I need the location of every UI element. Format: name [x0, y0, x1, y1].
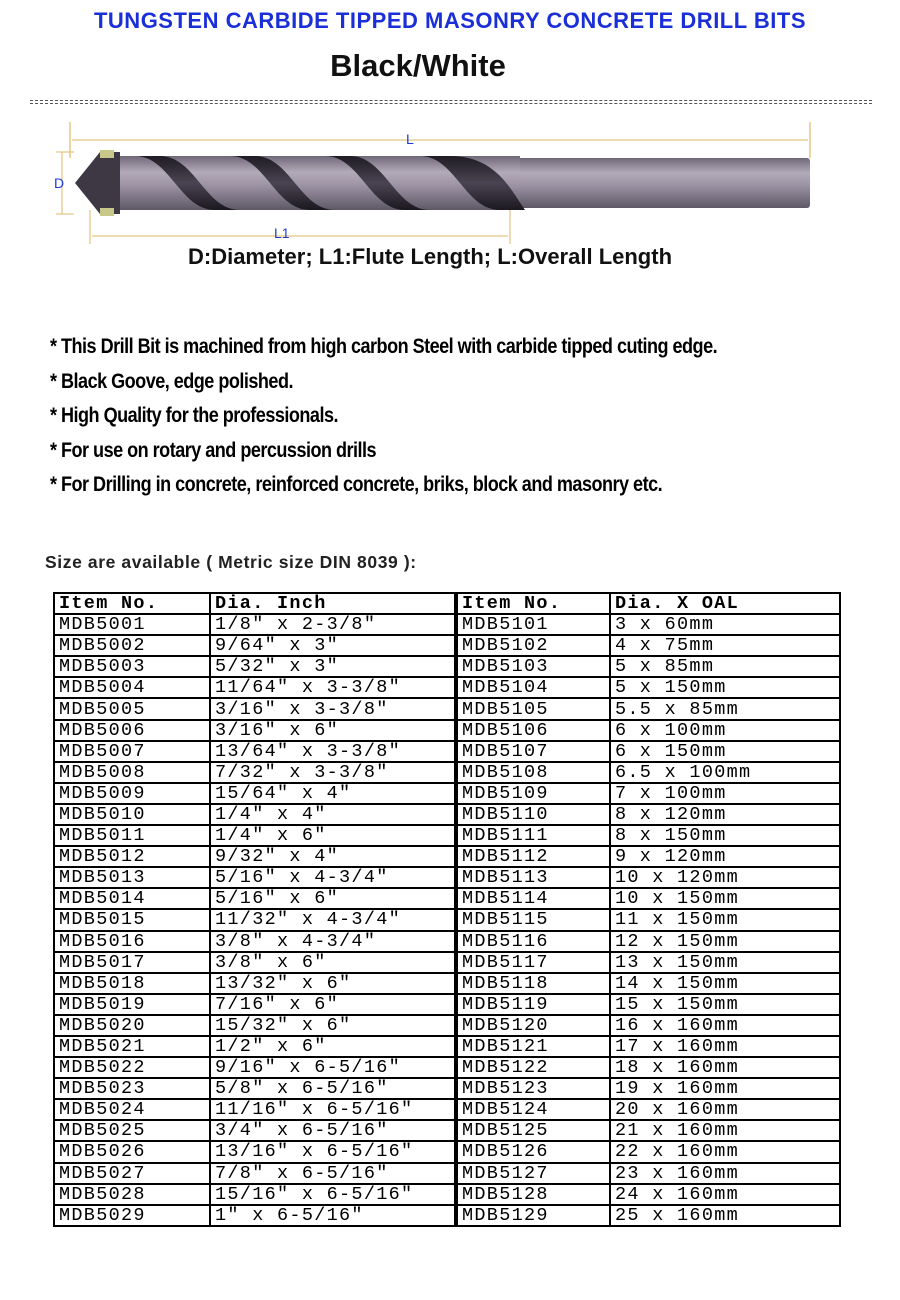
label-L1: L1 [274, 225, 290, 241]
cell-item-no: MDB5023 [54, 1078, 210, 1099]
cell-item-no-metric: MDB5128 [456, 1184, 610, 1205]
cell-item-no: MDB5001 [54, 614, 210, 635]
table-row [54, 720, 840, 741]
cell-item-no-metric: MDB5112 [456, 846, 610, 867]
cell-item-no-metric: MDB5123 [456, 1078, 610, 1099]
cell-item-no-metric: MDB5110 [456, 804, 610, 825]
table-row [54, 1120, 840, 1141]
table-row [54, 698, 840, 719]
cell-dia-inch: 5/8" x 6-5/16" [210, 1078, 456, 1099]
table-row [54, 1163, 840, 1184]
table-row [54, 846, 840, 867]
cell-item-no: MDB5019 [54, 994, 210, 1015]
cell-item-no-metric: MDB5104 [456, 677, 610, 698]
cell-dia-oal: 18 x 160mm [610, 1057, 840, 1078]
table-row [54, 952, 840, 973]
cell-dia-inch: 13/16" x 6-5/16" [210, 1141, 456, 1162]
cell-dia-oal: 10 x 120mm [610, 867, 840, 888]
cell-item-no: MDB5027 [54, 1163, 210, 1184]
page-subtitle: Black/White [330, 48, 506, 83]
cell-dia-inch: 1/4" x 4" [210, 804, 456, 825]
cell-item-no-metric: MDB5126 [456, 1141, 610, 1162]
cell-dia-oal: 19 x 160mm [610, 1078, 840, 1099]
cell-dia-oal: 23 x 160mm [610, 1163, 840, 1184]
cell-dia-inch: 1" x 6-5/16" [210, 1205, 456, 1226]
table-row [54, 825, 840, 846]
cell-item-no-metric: MDB5106 [456, 720, 610, 741]
cell-dia-inch: 3/16" x 6" [210, 720, 456, 741]
cell-dia-oal: 8 x 150mm [610, 825, 840, 846]
table-row [54, 888, 840, 909]
diagram-legend: D:Diameter; L1:Flute Length; L:Overall Length [187, 244, 673, 269]
cell-item-no: MDB5020 [54, 1015, 210, 1036]
cell-item-no-metric: MDB5129 [456, 1205, 610, 1226]
cell-dia-oal: 12 x 150mm [610, 931, 840, 952]
cell-item-no-metric: MDB5124 [456, 1099, 610, 1120]
dashed-divider [30, 100, 872, 104]
cell-item-no-metric: MDB5125 [456, 1120, 610, 1141]
feature-item: * This Drill Bit is machined from high carbon Steel with carbide tipped cuting edge. [50, 335, 718, 358]
cell-dia-oal: 22 x 160mm [610, 1141, 840, 1162]
cell-item-no: MDB5009 [54, 783, 210, 804]
table-row [54, 741, 840, 762]
cell-dia-oal: 21 x 160mm [610, 1120, 840, 1141]
cell-dia-inch: 7/32" x 3-3/8" [210, 762, 456, 783]
cell-dia-oal: 14 x 150mm [610, 973, 840, 994]
cell-item-no: MDB5011 [54, 825, 210, 846]
cell-dia-oal: 7 x 100mm [610, 783, 840, 804]
table-row [54, 1141, 840, 1162]
table-row [54, 614, 840, 635]
table-row [54, 1205, 840, 1226]
feature-item: * Black Goove, edge polished. [50, 369, 293, 393]
cell-item-no-metric: MDB5108 [456, 762, 610, 783]
sizes-caption: Size are available ( Metric size DIN 8039 ): [45, 552, 417, 572]
table-header-row [54, 593, 840, 614]
table-row [54, 994, 840, 1015]
cell-item-no: MDB5015 [54, 909, 210, 930]
cell-dia-oal: 6 x 150mm [610, 741, 840, 762]
cell-item-no-metric: MDB5105 [456, 698, 610, 719]
cell-item-no: MDB5018 [54, 973, 210, 994]
cell-dia-oal: 8 x 120mm [610, 804, 840, 825]
cell-dia-inch: 13/32" x 6" [210, 973, 456, 994]
cell-dia-oal: 10 x 150mm [610, 888, 840, 909]
cell-dia-oal: 6 x 100mm [610, 720, 840, 741]
cell-dia-inch: 9/16" x 6-5/16" [210, 1057, 456, 1078]
flute-length-dimension [90, 210, 510, 244]
cell-item-no: MDB5002 [54, 635, 210, 656]
table-row [54, 677, 840, 698]
cell-item-no: MDB5006 [54, 720, 210, 741]
cell-item-no: MDB5021 [54, 1036, 210, 1057]
cell-dia-oal: 5.5 x 85mm [610, 698, 840, 719]
cell-dia-oal: 5 x 150mm [610, 677, 840, 698]
cell-item-no: MDB5010 [54, 804, 210, 825]
cell-item-no-metric: MDB5101 [456, 614, 610, 635]
cell-dia-oal: 4 x 75mm [610, 635, 840, 656]
table-row [54, 931, 840, 952]
table-row [54, 909, 840, 930]
table-row [54, 1099, 840, 1120]
cell-dia-inch: 7/16" x 6" [210, 994, 456, 1015]
size-table [53, 592, 841, 1227]
drill-shank [510, 158, 810, 208]
col-header-item-no: Item No. [54, 593, 210, 614]
cell-dia-inch: 1/2" x 6" [210, 1036, 456, 1057]
cell-dia-oal: 9 x 120mm [610, 846, 840, 867]
col-header-item-no-metric: Item No. [456, 593, 610, 614]
cell-dia-inch: 5/16" x 6" [210, 888, 456, 909]
cell-item-no: MDB5022 [54, 1057, 210, 1078]
cell-item-no: MDB5012 [54, 846, 210, 867]
cell-item-no-metric: MDB5127 [456, 1163, 610, 1184]
cell-dia-oal: 25 x 160mm [610, 1205, 840, 1226]
table-row [54, 783, 840, 804]
cell-dia-inch: 3/4" x 6-5/16" [210, 1120, 456, 1141]
col-header-dia-oal: Dia. X OAL [610, 593, 840, 614]
cell-dia-inch: 13/64" x 3-3/8" [210, 741, 456, 762]
cell-dia-inch: 7/8" x 6-5/16" [210, 1163, 456, 1184]
table-row [54, 1184, 840, 1205]
table-row [54, 1015, 840, 1036]
feature-item: * For Drilling in concrete, reinforced concrete, briks, block and masonry etc. [50, 473, 663, 496]
cell-dia-inch: 15/16" x 6-5/16" [210, 1184, 456, 1205]
table-row [54, 973, 840, 994]
cell-item-no: MDB5028 [54, 1184, 210, 1205]
table-row [54, 762, 840, 783]
cell-item-no: MDB5003 [54, 656, 210, 677]
cell-dia-oal: 11 x 150mm [610, 909, 840, 930]
feature-item: * High Quality for the professionals. [50, 404, 338, 427]
table-row [54, 1057, 840, 1078]
cell-item-no: MDB5004 [54, 677, 210, 698]
cell-item-no: MDB5026 [54, 1141, 210, 1162]
cell-item-no-metric: MDB5107 [456, 741, 610, 762]
cell-item-no-metric: MDB5115 [456, 909, 610, 930]
cell-item-no-metric: MDB5116 [456, 931, 610, 952]
cell-item-no-metric: MDB5117 [456, 952, 610, 973]
cell-dia-inch: 5/16" x 4-3/4" [210, 867, 456, 888]
cell-dia-oal: 3 x 60mm [610, 614, 840, 635]
table-row [54, 804, 840, 825]
cell-dia-oal: 16 x 160mm [610, 1015, 840, 1036]
cell-item-no: MDB5014 [54, 888, 210, 909]
cell-item-no-metric: MDB5102 [456, 635, 610, 656]
table-row [54, 1036, 840, 1057]
cell-dia-inch: 15/32" x 6" [210, 1015, 456, 1036]
cell-dia-oal: 24 x 160mm [610, 1184, 840, 1205]
table-row [54, 867, 840, 888]
feature-list [50, 330, 870, 503]
cell-dia-oal: 20 x 160mm [610, 1099, 840, 1120]
cell-item-no-metric: MDB5109 [456, 783, 610, 804]
feature-item: * For use on rotary and percussion drills [50, 438, 377, 462]
cell-dia-inch: 11/64" x 3-3/8" [210, 677, 456, 698]
cell-item-no: MDB5029 [54, 1205, 210, 1226]
cell-dia-inch: 15/64" x 4" [210, 783, 456, 804]
cell-dia-inch: 3/8" x 4-3/4" [210, 931, 456, 952]
cell-dia-oal: 13 x 150mm [610, 952, 840, 973]
cell-item-no: MDB5008 [54, 762, 210, 783]
cell-item-no-metric: MDB5121 [456, 1036, 610, 1057]
cell-item-no-metric: MDB5119 [456, 994, 610, 1015]
label-L: L [406, 131, 414, 147]
cell-item-no: MDB5025 [54, 1120, 210, 1141]
cell-item-no-metric: MDB5113 [456, 867, 610, 888]
cell-dia-oal: 15 x 150mm [610, 994, 840, 1015]
cell-item-no-metric: MDB5103 [456, 656, 610, 677]
carbide-tip [75, 152, 120, 214]
cell-item-no: MDB5007 [54, 741, 210, 762]
cell-item-no: MDB5016 [54, 931, 210, 952]
cell-dia-oal: 5 x 85mm [610, 656, 840, 677]
col-header-dia-inch: Dia. Inch [210, 593, 456, 614]
label-D: D [54, 175, 65, 191]
cell-item-no: MDB5013 [54, 867, 210, 888]
table-row [54, 635, 840, 656]
cell-item-no-metric: MDB5114 [456, 888, 610, 909]
drill-bit [75, 150, 810, 216]
cell-dia-inch: 1/4" x 6" [210, 825, 456, 846]
cell-item-no-metric: MDB5120 [456, 1015, 610, 1036]
cell-dia-oal: 6.5 x 100mm [610, 762, 840, 783]
cell-dia-inch: 9/64" x 3" [210, 635, 456, 656]
cell-dia-inch: 11/16" x 6-5/16" [210, 1099, 456, 1120]
overall-length-dimension [70, 122, 810, 158]
cell-item-no-metric: MDB5118 [456, 973, 610, 994]
cell-item-no: MDB5005 [54, 698, 210, 719]
cell-item-no-metric: MDB5122 [456, 1057, 610, 1078]
cell-item-no: MDB5017 [54, 952, 210, 973]
table-row [54, 1078, 840, 1099]
cell-item-no-metric: MDB5111 [456, 825, 610, 846]
cell-dia-inch: 5/32" x 3" [210, 656, 456, 677]
table-row [54, 656, 840, 677]
cell-dia-inch: 11/32" x 4-3/4" [210, 909, 456, 930]
diameter-dimension [54, 152, 74, 214]
cell-dia-inch: 3/8" x 6" [210, 952, 456, 973]
table-body [54, 614, 840, 1226]
cell-dia-oal: 17 x 160mm [610, 1036, 840, 1057]
page-title: TUNGSTEN CARBIDE TIPPED MASONRY CONCRETE DRILL BITS [93, 8, 807, 33]
cell-item-no: MDB5024 [54, 1099, 210, 1120]
cell-dia-inch: 1/8" x 2-3/8" [210, 614, 456, 635]
drill-bit-diagram [40, 118, 830, 248]
cell-dia-inch: 9/32" x 4" [210, 846, 456, 867]
cell-dia-inch: 3/16" x 3-3/8" [210, 698, 456, 719]
